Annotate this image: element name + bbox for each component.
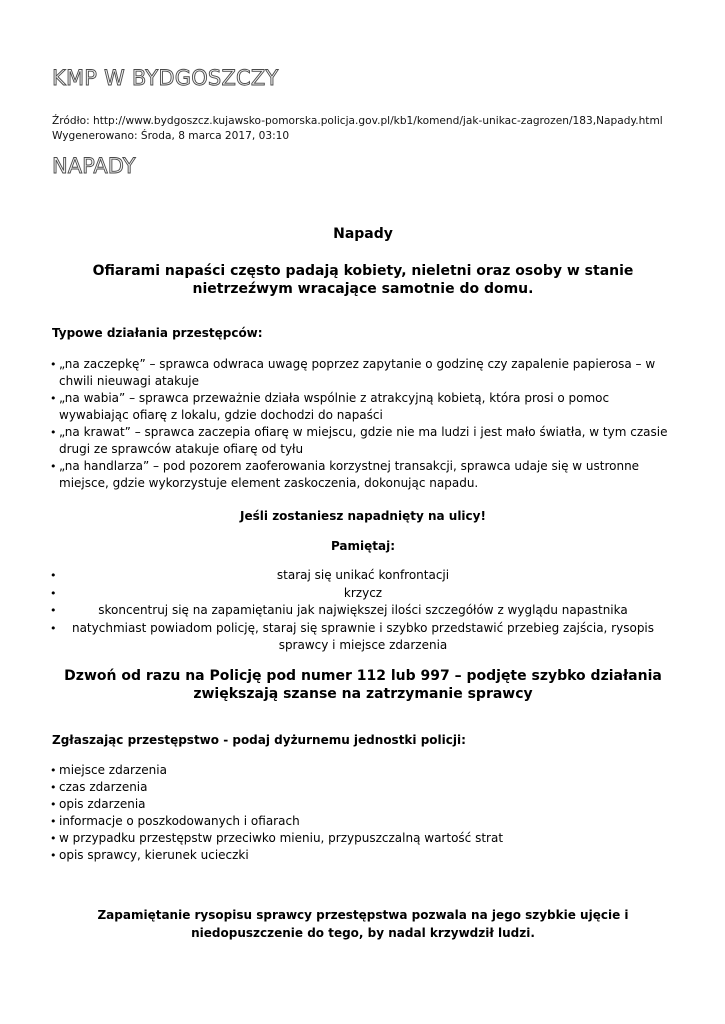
criminal-methods-list xyxy=(52,356,674,492)
list-item: • czas zdarzenia xyxy=(52,779,674,796)
source-line: Źródło: http://www.bydgoszcz.kujawsko-pomorska.policja.gov.pl/kb1/komend/jak-unikac-zagrozen/183,Napady.html xyxy=(52,115,663,127)
article-intro: Ofiarami napaści często padają kobiety, nieletni oraz osoby w stanie nietrzeźwym wracające samotnie do domu. xyxy=(92,263,634,297)
report-details-list xyxy=(52,762,674,864)
list-item: • skoncentruj się na zapamiętaniu jak największej ilości szczegółów z wyglądu napastnika xyxy=(52,602,674,620)
list-item: • informacje o poszkodowanych i ofiarach xyxy=(52,813,674,830)
document-meta xyxy=(52,114,663,144)
list-item: • „na krawat” – sprawca zaczepia ofiarę w miejscu, gdzie nie ma ludzi i jest mało światła, w tym czasie drugi ze sprawców atakuje ofiarę od tyłu xyxy=(52,424,674,458)
section2-title: Zgłaszając przestępstwo - podaj dyżurnemu jednostki policji: xyxy=(52,733,466,747)
list-item: • krzycz xyxy=(52,585,674,603)
list-item: • w przypadku przestępstw przeciwko mieniu, przypuszczalną wartość strat xyxy=(52,830,674,847)
remember-list xyxy=(52,567,674,655)
list-item: • „na handlarza” – pod pozorem zaoferowania korzystnej transakcji, sprawca udaje się w ustronne miejsce, gdzie wykorzystuje element zaskoczenia, dokonując napadu. xyxy=(52,458,674,492)
attack-heading: Jeśli zostaniesz napadnięty na ulicy! xyxy=(240,509,486,523)
org-title: KMP W BYDGOSZCZY xyxy=(52,66,279,90)
list-item: • opis zdarzenia xyxy=(52,796,674,813)
list-item: • opis sprawcy, kierunek ucieczki xyxy=(52,847,674,864)
list-item: • „na zaczepkę” – sprawca odwraca uwagę poprzez zapytanie o godzinę czy zapalenie papierosa – w chwili nieuwagi atakuje xyxy=(52,356,674,390)
list-item: • staraj się unikać konfrontacji xyxy=(52,567,674,585)
remember-heading: Pamiętaj: xyxy=(330,539,396,553)
generated-line: Wygenerowano: Środa, 8 marca 2017, 03:10 xyxy=(52,130,290,142)
section1-title: Typowe działania przestępców: xyxy=(52,326,263,340)
article-heading: Napady xyxy=(333,226,393,242)
list-item: • miejsce zdarzenia xyxy=(52,762,674,779)
call-police-heading: Dzwoń od razu na Policję pod numer 112 lub 997 – podjęte szybko działania zwiększają szanse na zatrzymanie sprawcy xyxy=(64,668,662,702)
list-item: • „na wabia” – sprawca przeważnie działa wspólnie z atrakcyjną kobietą, która prosi o pomoc wywabiając ofiarę z lokalu, gdzie dochodzi do napaści xyxy=(52,390,674,424)
closing-statement: Zapamiętanie rysopisu sprawcy przestępstwa pozwala na jego szybkie ujęcie i niedopuszczenie do tego, by nadal krzywdził ludzi. xyxy=(97,908,629,940)
list-item: • natychmiast powiadom policję, staraj się sprawnie i szybko przedstawić przebieg zajścia, rysopis sprawcy i miejsce zdarzenia xyxy=(52,620,674,655)
page-title: NAPADY xyxy=(52,154,136,178)
